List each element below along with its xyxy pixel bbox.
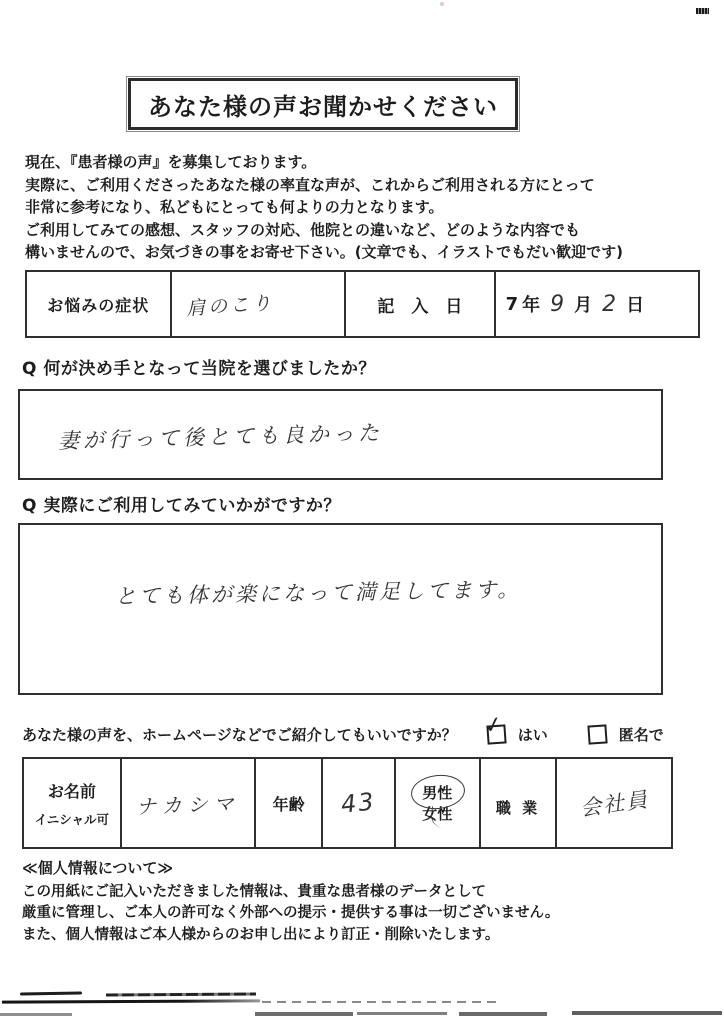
date-year-label: 年 xyxy=(522,295,541,316)
scan-artifact xyxy=(572,1011,722,1015)
scan-artifact xyxy=(255,1012,353,1016)
gender-cell xyxy=(396,759,481,847)
date-day-label: 日 xyxy=(626,295,645,316)
profile-table xyxy=(22,757,673,849)
gender-female-label: 女性 xyxy=(422,805,453,823)
date-label: 記 入 日 xyxy=(377,296,463,317)
privacy-line: この用紙にご記入いただきました情報は、貴重な患者様のデータとして xyxy=(22,883,486,900)
scan-artifact xyxy=(2,999,260,1003)
scan-artifact xyxy=(0,1013,72,1016)
name-handwritten-value: ナカシマ xyxy=(135,790,241,819)
privacy-section xyxy=(22,858,712,946)
scan-artifact xyxy=(696,8,709,14)
intro-line: 構いませんので、お気づきの事をお寄せ下さい。(文章でも、イラストでもだい歓迎です) xyxy=(25,243,623,261)
occupation-label: 職 業 xyxy=(495,798,541,817)
anonymous-checkbox xyxy=(587,724,607,744)
date-label-cell xyxy=(346,272,496,336)
symptom-handwritten-value: 肩のこり xyxy=(185,291,275,320)
date-era-year: 7 xyxy=(505,293,519,315)
answer-1-handwriting: 妻が行って後とても良かった xyxy=(57,420,384,454)
name-label-cell xyxy=(24,759,122,847)
symptom-value-cell xyxy=(172,272,347,336)
answer-box-1 xyxy=(18,389,663,480)
age-handwritten-value: 43 xyxy=(339,787,378,819)
symptom-label-cell xyxy=(27,272,172,336)
symptom-date-table xyxy=(25,270,700,338)
intro-line: 実際に、ご利用くださったあなた様の率直な声が、これからご利用される方にとって xyxy=(25,175,595,194)
occupation-label-cell xyxy=(481,759,558,847)
check-icon: ✓ xyxy=(481,711,505,740)
occupation-value-cell xyxy=(557,759,671,847)
answer-box-2 xyxy=(18,523,663,695)
scan-artifact xyxy=(357,1012,447,1015)
question-2: Q 実際にご利用してみていかがですか？ xyxy=(22,496,341,516)
date-day-handwritten: 2 xyxy=(602,291,617,317)
intro-paragraph xyxy=(25,151,707,264)
name-label: お名前 xyxy=(47,781,96,801)
scan-artifact xyxy=(106,992,256,996)
page-title: あなた様の声お聞かせください xyxy=(148,92,498,121)
scan-artifact xyxy=(440,2,444,6)
anonymous-label: 匿名で xyxy=(618,726,664,744)
symptom-label: お悩みの症状 xyxy=(47,295,150,315)
scan-artifact xyxy=(20,991,82,995)
date-value-cell xyxy=(496,272,698,336)
gender-male-option xyxy=(422,782,452,803)
privacy-line: 厳重に管理し、ご本人の許可なく外部への提示・提供する事は一切ございません。 xyxy=(22,905,560,921)
title-box xyxy=(128,78,518,130)
intro-line: 現在、『患者様の声』を募集しております。 xyxy=(25,153,317,171)
scan-artifact xyxy=(459,1012,547,1016)
answer-2-handwriting: とても体が楽になって満足してます。 xyxy=(114,577,522,609)
date-month-handwritten: 9 xyxy=(550,291,565,317)
yes-checkbox xyxy=(481,711,506,744)
gender-selection-circle xyxy=(410,772,467,811)
intro-line: ご利用してみての感想、スタッフの対応、他院との違いなど、どのような内容でも xyxy=(25,220,581,239)
consent-row xyxy=(22,711,717,745)
occupation-handwritten-value: 会社員 xyxy=(578,787,651,821)
age-label: 年齢 xyxy=(272,794,305,814)
age-label-cell xyxy=(256,759,323,847)
name-initial-ok-label: イニシャル可 xyxy=(34,811,109,827)
consent-question: あなた様の声を、ホームページなどでご紹介してもいいですか？ xyxy=(22,726,457,744)
date-month-label: 月 xyxy=(574,295,593,316)
scan-artifact xyxy=(262,1001,502,1003)
age-value-cell xyxy=(323,759,396,847)
question-1: Q 何が決め手となって当院を選びましたか？ xyxy=(22,359,376,379)
privacy-line: また、個人情報はご本人様からのお申し出により訂正・削除いたします。 xyxy=(22,926,500,943)
gender-male-label: 男性 xyxy=(422,784,453,802)
intro-line: 非常に参考になり、私どもにとっても何よりの力となります。 xyxy=(25,198,444,216)
name-value-cell xyxy=(122,759,257,847)
privacy-heading: ≪個人情報について≫ xyxy=(22,859,174,877)
yes-label: はい xyxy=(517,726,548,744)
